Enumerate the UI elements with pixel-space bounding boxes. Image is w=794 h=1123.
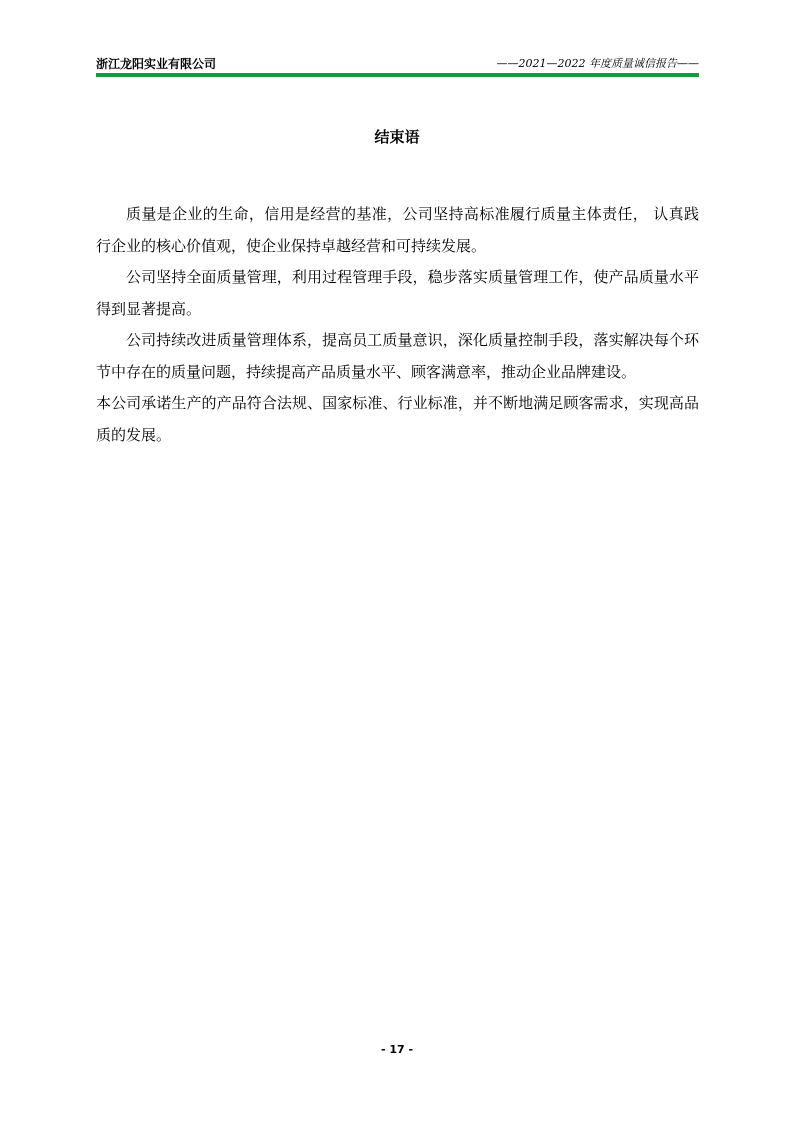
- paragraph-4: 本公司承诺生产的产品符合法规、国家标准、行业标准，并不断地满足顾客需求，实现高品质的发展。: [96, 394, 699, 444]
- paragraph-2: 公司坚持全面质量管理，利用过程管理手段，稳步落实质量管理工作，使产品质量水平得到显著提高。: [96, 268, 699, 318]
- page-header: [96, 56, 699, 72]
- page-number: - 17 -: [380, 1043, 414, 1056]
- header-divider: [96, 73, 699, 77]
- body-text: [96, 199, 699, 451]
- paragraph-3: 公司持续改进质量管理体系，提高员工质量意识，深化质量控制手段，落实解决每个环节中存在的质量问题，持续提高产品质量水平、顾客满意率，推动企业品牌建设。: [96, 331, 699, 381]
- page-title: 结束语: [374, 128, 420, 146]
- paragraph-1: 质量是企业的生命，信用是经营的基准，公司坚持高标准履行质量主体责任， 认真践行企业的核心价值观，使企业保持卓越经营和可持续发展。: [96, 205, 699, 255]
- report-title: ——2021—2022 年度质量诚信报告——: [496, 57, 699, 70]
- company-name: 浙江龙阳实业有限公司: [96, 57, 217, 71]
